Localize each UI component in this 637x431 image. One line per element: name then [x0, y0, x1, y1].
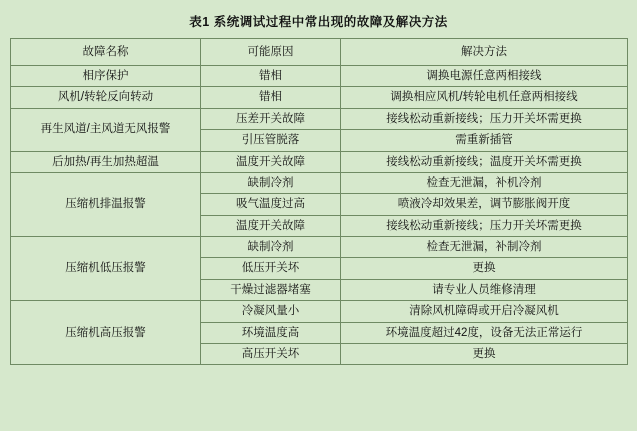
table-row — [11, 108, 628, 129]
cause-cell: 低压开关坏 — [201, 258, 341, 279]
cause-cell: 温度开关故障 — [201, 151, 341, 172]
fault-name-cell: 压缩机高压报警 — [11, 301, 201, 365]
solution-cell: 检查无泄漏，补机冷剂 — [341, 172, 628, 193]
cause-cell: 环境温度高 — [201, 322, 341, 343]
fault-name-cell: 风机/转轮反向转动 — [11, 87, 201, 108]
cause-cell: 冷凝风量小 — [201, 301, 341, 322]
solution-cell: 接线松动重新接线；温度开关坏需更换 — [341, 151, 628, 172]
table-row — [11, 151, 628, 172]
cause-cell: 错相 — [201, 87, 341, 108]
cause-cell: 高压开关坏 — [201, 343, 341, 364]
cause-cell: 引压管脱落 — [201, 130, 341, 151]
cause-cell: 缺制冷剂 — [201, 172, 341, 193]
solution-cell: 需重新插管 — [341, 130, 628, 151]
table-row — [11, 172, 628, 193]
solution-cell: 检查无泄漏，补制冷剂 — [341, 237, 628, 258]
cause-cell: 压差开关故障 — [201, 108, 341, 129]
cause-cell: 吸气温度过高 — [201, 194, 341, 215]
solution-cell: 请专业人员维修清理 — [341, 279, 628, 300]
column-header-solution: 解决方法 — [341, 39, 628, 66]
cause-cell: 错相 — [201, 66, 341, 87]
cause-cell: 缺制冷剂 — [201, 237, 341, 258]
column-header-fault: 故障名称 — [11, 39, 201, 66]
solution-cell: 喷液冷却效果差，调节膨胀阀开度 — [341, 194, 628, 215]
fault-name-cell: 相序保护 — [11, 66, 201, 87]
table-row — [11, 87, 628, 108]
table-title: 表1 系统调试过程中常出现的故障及解决方法 — [189, 15, 448, 29]
table-header — [11, 39, 628, 66]
table-row — [11, 301, 628, 322]
solution-cell: 接线松动重新接线；压力开关坏需更换 — [341, 215, 628, 236]
solution-cell: 更换 — [341, 258, 628, 279]
cause-cell: 温度开关故障 — [201, 215, 341, 236]
solution-cell: 环境温度超过42度，设备无法正常运行 — [341, 322, 628, 343]
fault-name-cell: 压缩机排温报警 — [11, 172, 201, 236]
solution-cell: 清除风机障碍或开启冷凝风机 — [341, 301, 628, 322]
solution-cell: 接线松动重新接线；压力开关坏需更换 — [341, 108, 628, 129]
table-row — [11, 237, 628, 258]
solution-cell: 更换 — [341, 343, 628, 364]
solution-cell: 调换相应风机/转轮电机任意两相接线 — [341, 87, 628, 108]
fault-name-cell: 再生风道/主风道无风报警 — [11, 108, 201, 151]
fault-name-cell: 后加热/再生加热超温 — [11, 151, 201, 172]
column-header-cause: 可能原因 — [201, 39, 341, 66]
table-body — [11, 66, 628, 365]
cause-cell: 干燥过滤器堵塞 — [201, 279, 341, 300]
table-header-row — [11, 39, 628, 66]
fault-solution-table — [10, 38, 628, 365]
fault-name-cell: 压缩机低压报警 — [11, 237, 201, 301]
solution-cell: 调换电源任意两相接线 — [341, 66, 628, 87]
table-row — [11, 66, 628, 87]
